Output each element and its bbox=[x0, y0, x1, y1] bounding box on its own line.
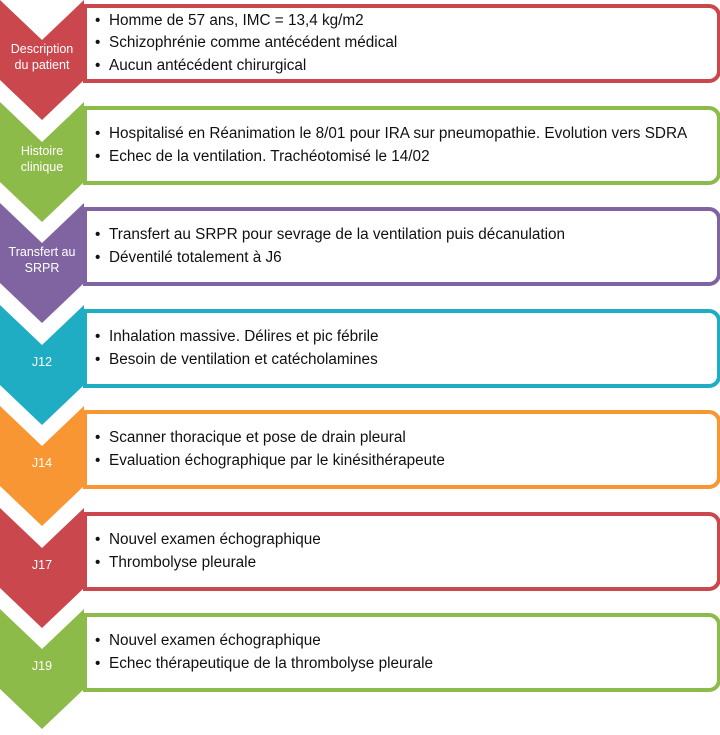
step-detail-item bbox=[95, 123, 687, 146]
step-detail-item bbox=[95, 653, 433, 676]
step-detail-item bbox=[95, 326, 379, 349]
bullet-icon: • bbox=[95, 226, 101, 243]
step-label-line: J14 bbox=[31, 456, 53, 470]
step-detail-item bbox=[95, 529, 321, 552]
timeline-step-1 bbox=[0, 0, 720, 122]
step-label bbox=[0, 354, 84, 370]
step-detail-text: Besoin de ventilation et catécholamines bbox=[109, 350, 378, 368]
step-detail-text: Homme de 57 ans, IMC = 13,4 kg/m2 bbox=[109, 11, 364, 29]
step-label bbox=[0, 658, 84, 674]
step-label-line: Histoire bbox=[20, 144, 64, 158]
step-detail-item bbox=[95, 630, 433, 653]
step-detail-text: Scanner thoracique et pose de drain pleural bbox=[109, 429, 406, 446]
bullet-icon: • bbox=[95, 350, 101, 368]
step-label-line: J19 bbox=[31, 659, 53, 673]
step-detail-text: Echec de la ventilation. Trachéotomisé le 14/02 bbox=[109, 147, 430, 165]
step-detail-item bbox=[95, 55, 397, 78]
step-detail-text: Aucun antécédent chirurgical bbox=[109, 56, 307, 74]
bullet-icon: • bbox=[95, 429, 101, 446]
step-detail-list bbox=[95, 224, 565, 269]
bullet-icon: • bbox=[95, 34, 101, 52]
step-label-line: Transfert au bbox=[8, 245, 76, 259]
bullet-icon: • bbox=[95, 328, 101, 345]
step-detail-list bbox=[95, 10, 397, 78]
step-detail-item bbox=[95, 450, 445, 473]
step-label-line: du patient bbox=[14, 58, 70, 72]
step-detail-item bbox=[95, 32, 397, 55]
step-detail-text: Nouvel examen échographique bbox=[109, 531, 321, 548]
bullet-icon: • bbox=[95, 248, 101, 266]
step-detail-list bbox=[95, 123, 687, 168]
bullet-icon: • bbox=[95, 654, 101, 672]
step-detail-item bbox=[95, 247, 565, 270]
bullet-icon: • bbox=[95, 56, 101, 74]
step-detail-box bbox=[83, 4, 720, 83]
step-label bbox=[0, 143, 84, 175]
bullet-icon: • bbox=[95, 147, 101, 165]
step-detail-text: Echec thérapeutique de la thrombolyse pleurale bbox=[109, 654, 433, 672]
step-detail-list bbox=[95, 630, 433, 675]
bullet-icon: • bbox=[95, 531, 101, 548]
step-detail-item bbox=[95, 10, 397, 33]
bullet-icon: • bbox=[95, 632, 101, 649]
step-detail-text: Inhalation massive. Délires et pic fébrile bbox=[109, 328, 379, 345]
bullet-icon: • bbox=[95, 451, 101, 469]
step-label-line: SRPR bbox=[24, 261, 60, 275]
bullet-icon: • bbox=[95, 553, 101, 571]
step-label-line: J17 bbox=[31, 558, 53, 572]
step-detail-text: Transfert au SRPR pour sevrage de la ventilation puis décanulation bbox=[109, 226, 566, 243]
step-detail-list bbox=[95, 427, 445, 472]
step-detail-text: Evaluation échographique par le kinésithérapeute bbox=[109, 451, 445, 469]
step-detail-list bbox=[95, 326, 379, 371]
step-detail-text: Déventilé totalement à J6 bbox=[109, 248, 282, 266]
step-detail-text: Hospitalisé en Réanimation le 8/01 pour IRA sur pneumopathie. Evolution vers SDRA bbox=[109, 125, 688, 142]
step-label bbox=[0, 41, 84, 73]
step-detail-text: Thrombolyse pleurale bbox=[109, 553, 257, 571]
step-label-line: J12 bbox=[31, 355, 53, 369]
step-detail-text: Schizophrénie comme antécédent médical bbox=[109, 34, 398, 52]
step-label-line: clinique bbox=[20, 160, 64, 174]
bullet-icon: • bbox=[95, 125, 101, 142]
step-detail-item bbox=[95, 349, 379, 372]
step-label bbox=[0, 244, 84, 276]
step-label bbox=[0, 455, 84, 471]
step-detail-list bbox=[95, 529, 321, 574]
step-detail-item bbox=[95, 552, 321, 575]
step-detail-text: Nouvel examen échographique bbox=[109, 632, 321, 649]
bullet-icon: • bbox=[95, 11, 101, 29]
step-label-line: Description bbox=[10, 42, 74, 56]
step-detail-item bbox=[95, 427, 445, 450]
step-label bbox=[0, 557, 84, 573]
step-detail-item bbox=[95, 146, 687, 169]
step-detail-item bbox=[95, 224, 565, 247]
